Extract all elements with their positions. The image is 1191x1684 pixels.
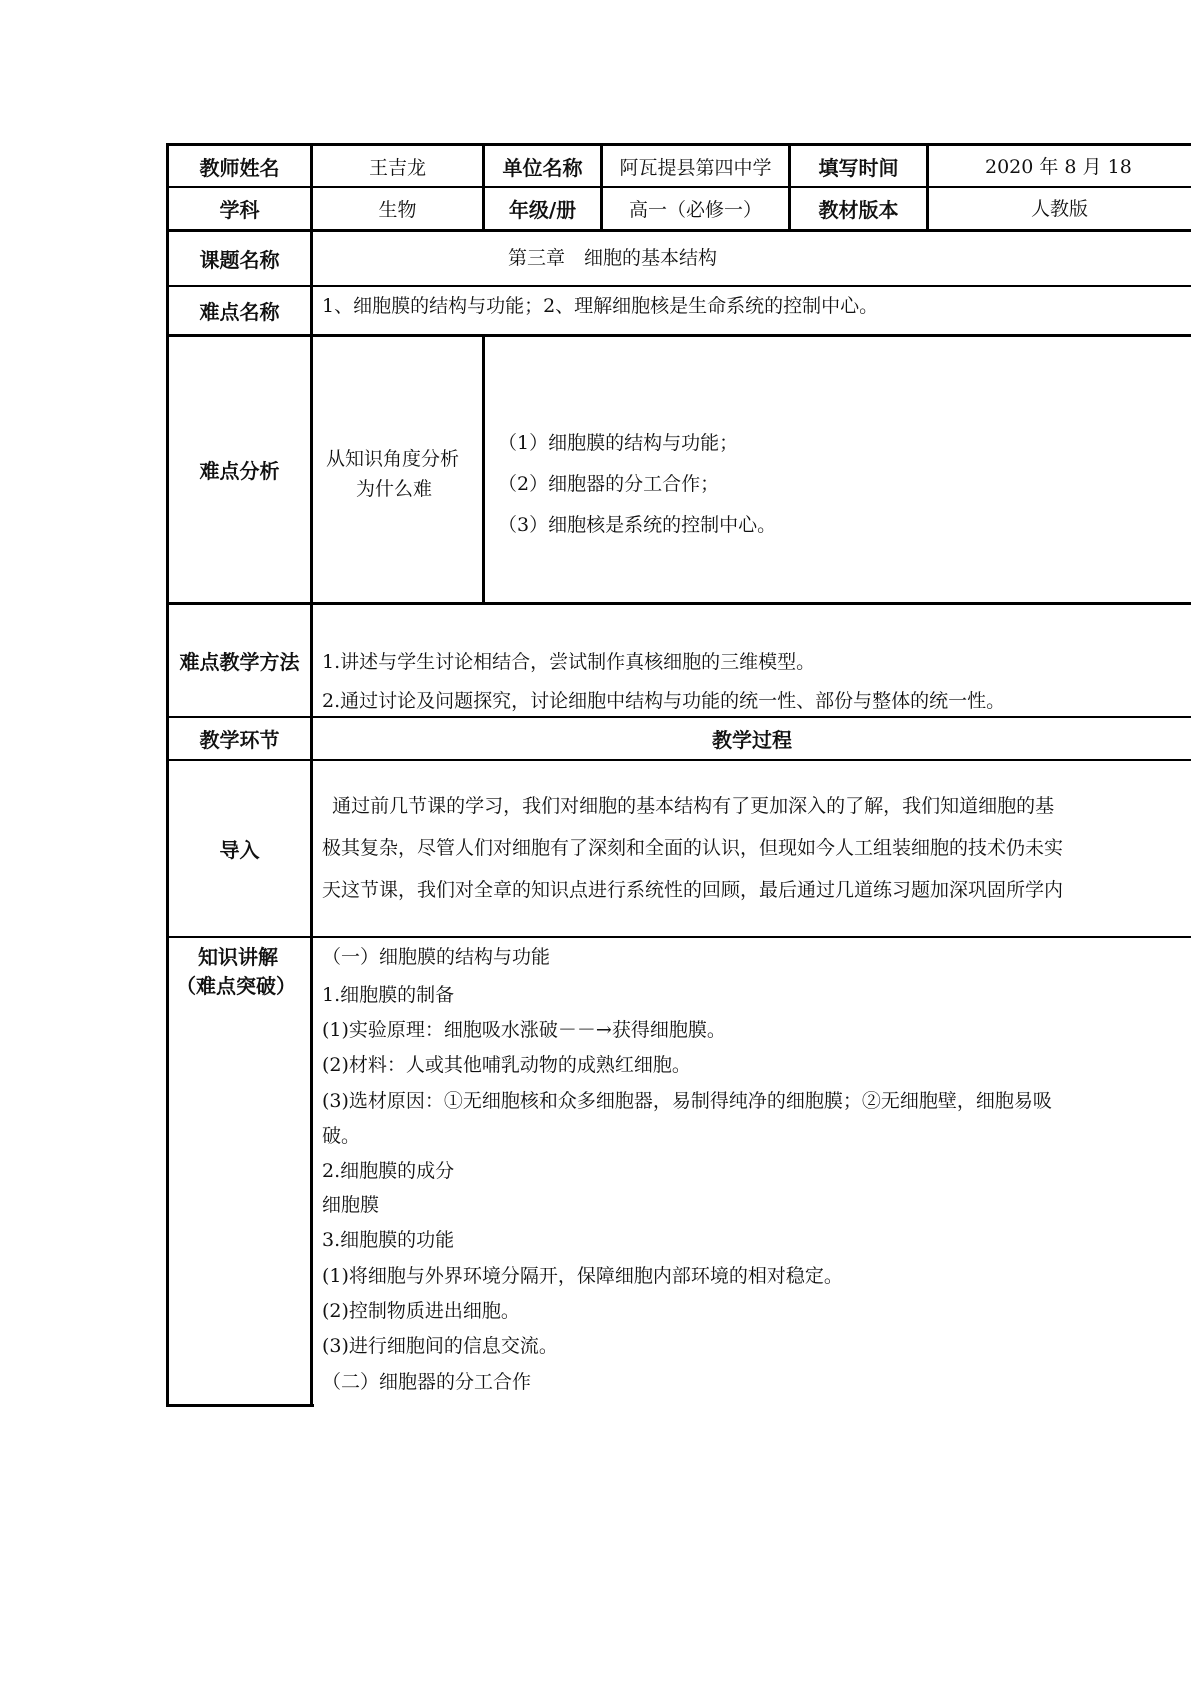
unit-name-label: 单位名称 [502, 155, 583, 180]
knowledge-line: 破。 [322, 1125, 361, 1147]
analysis-sub-label-line-1: 从知识角度分析 [326, 448, 460, 470]
analysis-item: （2）细胞器的分工合作； [498, 473, 720, 495]
table-col-divider [310, 143, 313, 1407]
subject-value: 生物 [378, 199, 417, 221]
table-col-divider [926, 143, 929, 231]
grade-value: 高一（必修一） [628, 199, 762, 221]
teacher-name-label: 教师姓名 [199, 155, 280, 180]
knowledge-label-line-1: 知识讲解 [198, 945, 278, 967]
knowledge-line: (3)进行细胞间的信息交流。 [322, 1335, 558, 1357]
teaching-method-item: 1.讲述与学生讨论相结合，尝试制作真核细胞的三维模型。 [322, 651, 816, 673]
knowledge-line: （二）细胞器的分工合作 [322, 1371, 532, 1393]
knowledge-line: （一）细胞膜的结构与功能 [322, 946, 551, 968]
intro-line: 极其复杂，尽管人们对细胞有了深刻和全面的认识，但现如今人工组装细胞的技术仍未实 [322, 837, 1064, 859]
textbook-edition-value: 人教版 [1031, 198, 1089, 220]
table-row-divider [166, 759, 1191, 761]
teaching-stage-label: 教学环节 [199, 728, 280, 752]
knowledge-line: (1)实验原理：细胞吸水涨破－－→获得细胞膜。 [322, 1019, 726, 1041]
fill-date-value: 2020 年 8 月 18 [985, 156, 1132, 178]
analysis-item: （1）细胞膜的结构与功能； [498, 432, 739, 454]
knowledge-line: 1.细胞膜的制备 [322, 984, 455, 1006]
table-col-divider [482, 335, 485, 603]
table-border-bottom [166, 1404, 314, 1407]
topic-value: 第三章 细胞的基本结构 [508, 247, 718, 269]
knowledge-line: (1)将细胞与外界环境分隔开，保障细胞内部环境的相对稳定。 [322, 1265, 843, 1287]
intro-line: 通过前几节课的学习，我们对细胞的基本结构有了更加深入的了解，我们知道细胞的基 [320, 795, 1055, 817]
knowledge-label-line-2: （难点突破） [176, 974, 296, 996]
knowledge-line: 2.细胞膜的成分 [322, 1160, 455, 1182]
intro-line: 天这节课，我们对全章的知识点进行系统性的回顾，最后通过几道练习题加深巩固所学内 [322, 879, 1064, 901]
teaching-method-item: 2.通过讨论及问题探究，讨论细胞中结构与功能的统一性、部份与整体的统一性。 [322, 690, 1006, 712]
table-row-divider [166, 936, 1191, 938]
table-row-divider [166, 602, 1191, 605]
teaching-process-label: 教学过程 [712, 728, 792, 752]
unit-name-value: 阿瓦提县第四中学 [619, 156, 772, 179]
table-row-divider [166, 334, 1191, 337]
analysis-sub-label-line-2: 为什么难 [356, 478, 433, 500]
grade-label: 年级/册 [508, 198, 577, 222]
teacher-name-value: 王吉龙 [368, 156, 426, 179]
knowledge-line: 3.细胞膜的功能 [322, 1229, 455, 1251]
difficulty-name-label: 难点名称 [199, 300, 280, 324]
teaching-method-label: 难点教学方法 [179, 650, 300, 674]
intro-label: 导入 [219, 838, 260, 862]
analysis-item: （3）细胞核是系统的控制中心。 [498, 514, 777, 536]
subject-label: 学科 [219, 198, 260, 222]
textbook-edition-label: 教材版本 [818, 198, 899, 222]
knowledge-line: (2)控制物质进出细胞。 [322, 1300, 520, 1322]
fill-date-label: 填写时间 [818, 155, 899, 180]
knowledge-line: 细胞膜 [322, 1194, 380, 1216]
difficulty-analysis-label: 难点分析 [199, 459, 280, 483]
topic-label: 课题名称 [199, 248, 280, 272]
knowledge-line: (2)材料：人或其他哺乳动物的成熟红细胞。 [322, 1054, 691, 1076]
knowledge-line: (3)选材原因：①无细胞核和众多细胞器，易制得纯净的细胞膜；②无细胞壁，细胞易吸 [322, 1090, 1052, 1112]
difficulty-name-value: 1、细胞膜的结构与功能；2、理解细胞核是生命系统的控制中心。 [322, 295, 879, 317]
